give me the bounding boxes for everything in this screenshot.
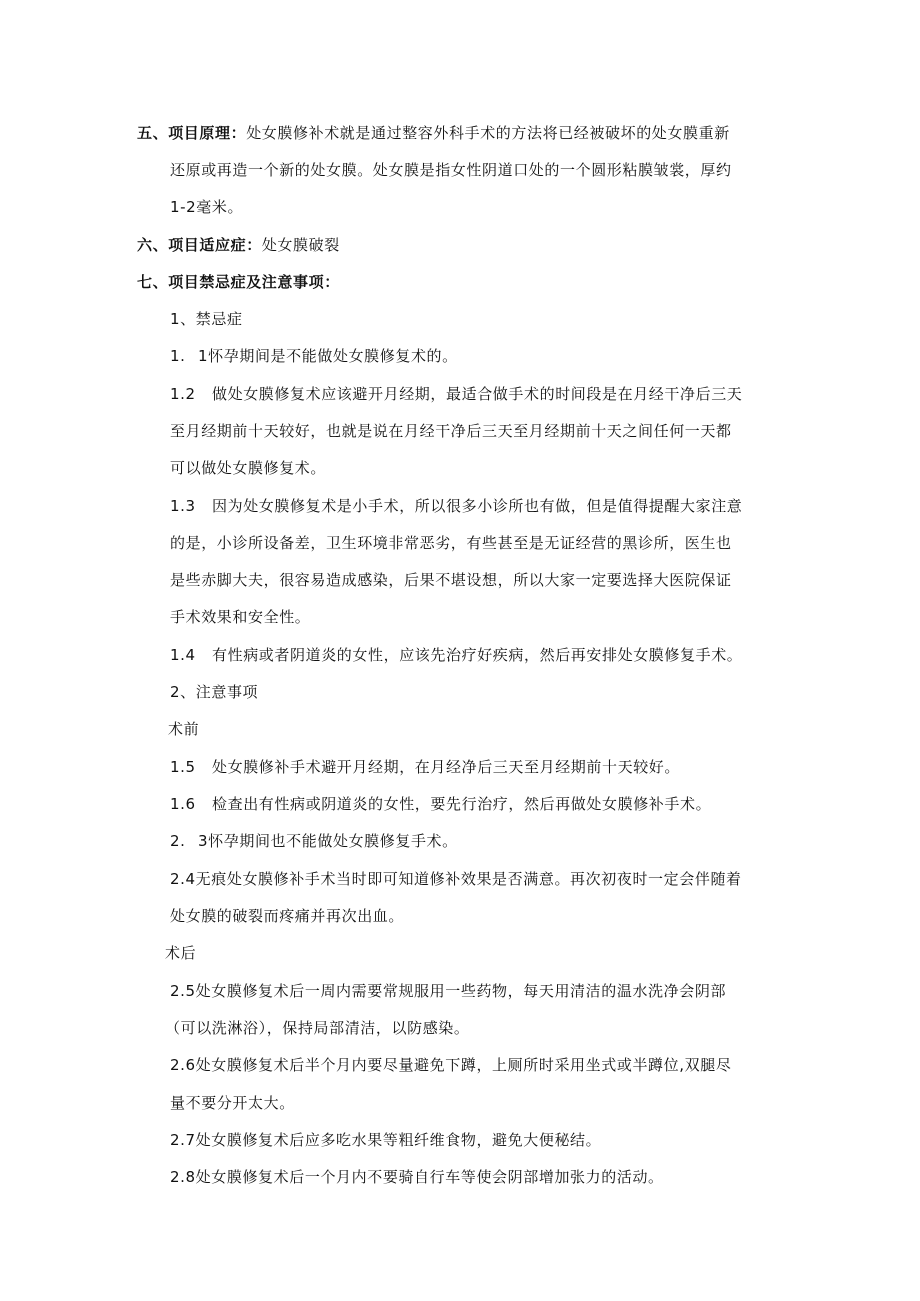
note-item-1-6	[170, 794, 711, 814]
note-item-2-6-line-2: 量不要分开太大。	[170, 1094, 295, 1112]
contraindications-title: 1、禁忌症	[170, 310, 243, 328]
item-text: 检查出有性病或阴道炎的女性，要先行治疗，然后再做处女膜修补手术。	[212, 795, 712, 813]
post-op-label: 术后	[165, 944, 197, 962]
section-5-line-1	[137, 123, 730, 143]
item-number: 1.5	[170, 758, 196, 776]
contra-item-2-line-2: 至月经期前十天较好，也就是说在月经干净后三天至月经期前十天之间任何一天都	[170, 422, 732, 440]
section-5-text: 处女膜修补术就是通过整容外科手术的方法将已经被破坏的处女膜重新	[246, 124, 730, 142]
section-6-heading: 六、项目适应症：	[137, 236, 262, 254]
item-text: 因为处女膜修复术是小手术，所以很多小诊所也有做，但是值得提醒大家注意	[212, 497, 743, 515]
note-item-2-4-line-1: 2.4无痕处女膜修补手术当时即可知道修补效果是否满意。再次初夜时一定会伴随着	[170, 870, 742, 888]
pre-op-label: 术前	[168, 720, 200, 738]
contra-item-1	[170, 346, 458, 366]
item-number: 1.4	[170, 646, 196, 664]
note-item-2-8: 2.8处女膜修复术后一个月内不要骑自行车等使会阴部增加张力的活动。	[170, 1168, 664, 1186]
contra-item-3-line-1	[170, 496, 742, 516]
item-text: 1怀孕期间是不能做处女膜修复术的。	[198, 347, 458, 365]
item-text: 处女膜修补手术避开月经期，在月经净后三天至月经期前十天较好。	[212, 758, 681, 776]
contra-item-2-line-3: 可以做处女膜修复术。	[170, 459, 327, 477]
item-number: 1.	[170, 347, 186, 365]
item-number: 2.	[170, 832, 186, 850]
note-item-2-5-line-1: 2.5处女膜修复术后一周内需要常规服用一些药物，每天用清洁的温水洗净会阴部	[170, 982, 727, 1000]
item-text: 3怀孕期间也不能做处女膜修复手术。	[198, 832, 458, 850]
contra-item-4	[170, 645, 742, 665]
contra-item-3-line-4: 手术效果和安全性。	[170, 608, 311, 626]
note-item-2-7: 2.7处女膜修复术后应多吃水果等粗纤维食物，避免大便秘结。	[170, 1131, 602, 1149]
item-number: 1.2	[170, 385, 196, 403]
item-number: 1.3	[170, 497, 196, 515]
notes-title: 2、注意事项	[170, 683, 259, 701]
note-item-2-6-line-1: 2.6处女膜修复术后半个月内要尽量避免下蹲，上厕所时采用坐式或半蹲位,双腿尽	[170, 1056, 732, 1074]
section-5-line-2: 还原或再造一个新的处女膜。处女膜是指女性阴道口处的一个圆形粘膜皱裳，厚约	[170, 161, 732, 179]
contra-item-3-line-2: 的是，小诊所设备差，卫生环境非常恶劣，有些甚至是无证经营的黑诊所，医生也	[170, 534, 732, 552]
item-text: 做处女膜修复术应该避开月经期，最适合做手术的时间段是在月经干净后三天	[212, 385, 743, 403]
section-5-heading: 五、项目原理：	[137, 124, 247, 142]
note-item-1-5	[170, 757, 680, 777]
note-item-2-5-line-2: （可以洗淋浴），保持局部清洁，以防感染。	[165, 1019, 470, 1037]
note-item-2-3	[170, 831, 458, 851]
section-6-text: 处女膜破裂	[261, 236, 340, 254]
item-text: 有性病或者阴道炎的女性，应该先治疗好疾病，然后再安排处女膜修复手术。	[212, 646, 743, 664]
section-6	[137, 235, 340, 255]
contra-item-2-line-1	[170, 384, 742, 404]
section-7-heading: 七、项目禁忌症及注意事项：	[137, 273, 340, 291]
item-number: 1.6	[170, 795, 196, 813]
section-5-line-3: 1-2毫米。	[170, 198, 244, 216]
contra-item-3-line-3: 是些赤脚大夫，很容易造成感染，后果不堪设想，所以大家一定要选择大医院保证	[170, 571, 732, 589]
note-item-2-4-line-2: 处女膜的破裂而疼痛并再次出血。	[170, 907, 405, 925]
